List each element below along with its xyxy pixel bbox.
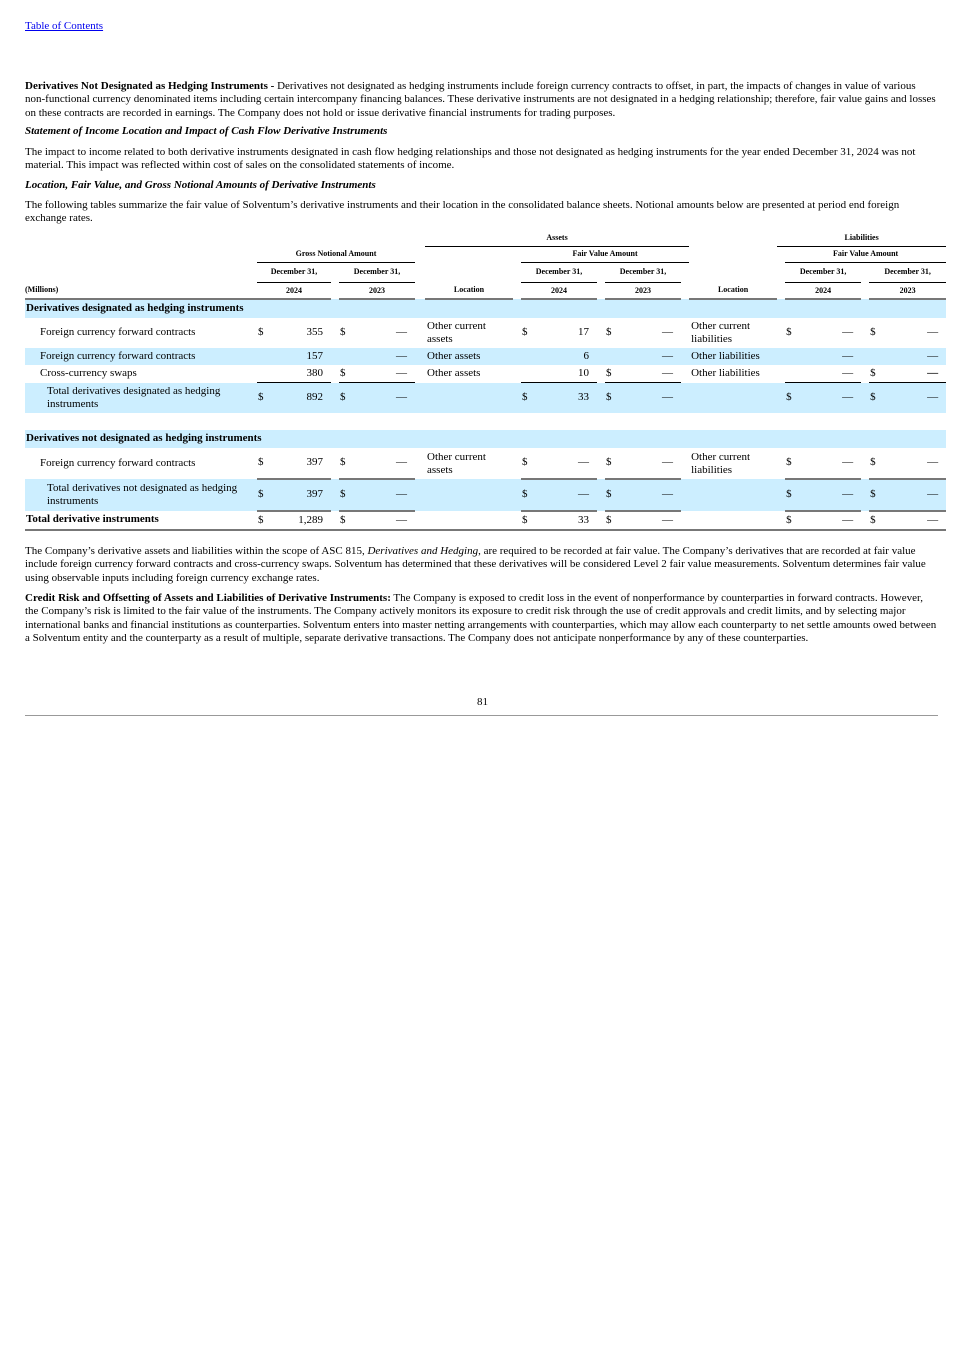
- page-divider: [25, 715, 938, 716]
- liabilities-fair-value-header: Fair Value Amount: [785, 246, 946, 262]
- fl-2024: 2024: [785, 282, 861, 299]
- spacer-row: [25, 413, 946, 430]
- table-row: Cross-currency swaps 380 $ — Other assets 10 $ — Other liabilities — $ —: [40, 366, 939, 380]
- fa-dec31-2024: December 31,: [521, 262, 597, 282]
- location-fair-value-body: The following tables summarize the fair value of Solventum’s derivative instruments and their location in the consolidated balance sheets. Notional amounts below are presented at period end foreign exchange rates.: [25, 199, 900, 225]
- fl-dec31-2023: December 31,: [869, 262, 946, 282]
- derivatives-table: [25, 230, 946, 531]
- not-designated-body: Derivatives not designated as hedging instruments include foreign currency contracts to offset, in part, the impacts of changes in value of various non-functional currency denominated items including certain intercompany financing balances. These derivative instruments are not designated in a hedging relationship; therefore, fair value gains and losses on these contracts are recorded in earnings. The Company does not hold or issue derivative financial instruments for trading purposes.: [25, 80, 936, 119]
- page-number: 81: [477, 696, 488, 708]
- gn-dec31-2023: December 31,: [339, 262, 415, 282]
- table-of-contents-link[interactable]: Table of Contents: [25, 20, 104, 32]
- fa-dec31-2023: December 31,: [605, 262, 681, 282]
- gn-dec31-2024: December 31,: [257, 262, 331, 282]
- header-row-years: [25, 282, 946, 299]
- fl-2023: 2023: [869, 282, 946, 299]
- total-row-designated: Total derivatives designated as hedging instruments $ 892 $ — $ 33 $ — $ — $ —: [25, 383, 946, 414]
- gn-2023: 2023: [339, 282, 415, 299]
- asset-location-header: Location: [425, 282, 513, 299]
- total-row-not-designated: Total derivatives not designated as hedging instruments $ 397 $ — $ — $ — $ — $ —: [25, 479, 946, 511]
- gn-2024: 2024: [257, 282, 331, 299]
- liabilities-header: Liabilities: [777, 230, 946, 246]
- fl-dec31-2024: December 31,: [785, 262, 861, 282]
- income-impact-body: The impact to income related to both derivative instruments designated in cash flow hedging relationships and those not designated as hedging instruments for the year ended December 31, 2024 was not material. This impact was reflected within cost of sales on the consolidated statements of income.: [25, 146, 916, 172]
- credit-risk-body: The Company is exposed to credit loss in the event of nonperformance by counterparties in forward contracts. However, the Company’s risk is limited to the fair value of the instruments. The Company actively monitors its exposure to credit risk through the use of credit approvals and credit limits, and by selecting major international banks and financial institutions as counterparties. Solventum enters into master netting arrangements with counterparties, which may allow each counterparty to net settle amounts owed between a Solventum entity and the counterparty as a result of multiple, separate derivative transactions. The Company does not anticipate nonperformance by any of these counterparties.: [25, 592, 937, 645]
- fa-2023: 2023: [605, 282, 681, 299]
- income-impact-heading: Statement of Income Location and Impact of Cash Flow Derivative Instruments: [25, 125, 388, 137]
- gross-notional-header: Gross Notional Amount: [257, 246, 415, 262]
- section-header-designated: Derivatives designated as hedging instruments: [25, 299, 946, 318]
- not-designated-paragraph: [25, 80, 938, 120]
- section-header-not-designated: Derivatives not designated as hedging instruments: [25, 430, 946, 448]
- header-row-groups: [25, 230, 946, 246]
- assets-header: Assets: [425, 230, 689, 246]
- table-row: Foreign currency forward contracts $ 397 $ — Other current assets $ — $ — Other current liabilities $ — $ —: [40, 450, 939, 476]
- table-row: Foreign currency forward contracts $ 355 $ — Other current assets $ 17 $ — Other current liabilities $ — $ —: [40, 320, 939, 345]
- credit-risk-paragraph: [25, 592, 938, 646]
- fa-2024: 2024: [521, 282, 597, 299]
- grand-total-row: Total derivative instruments $ 1,289 $ — $ 33 $ — $ — $ —: [25, 511, 946, 530]
- credit-risk-heading: Credit Risk and Offsetting of Assets and Liabilities of Derivative Instruments:: [25, 592, 391, 604]
- assets-fair-value-header: Fair Value Amount: [521, 246, 689, 262]
- millions-label: (Millions): [25, 282, 257, 299]
- location-fair-value-heading: Location, Fair Value, and Gross Notional Amounts of Derivative Instruments: [25, 179, 376, 191]
- header-row-amount-types: [25, 246, 946, 262]
- header-row-dates: [25, 262, 946, 282]
- liability-location-header: Location: [689, 282, 777, 299]
- table-row: Foreign currency forward contracts 157 — Other assets 6 — Other liabilities — —: [25, 348, 946, 365]
- not-designated-heading: Derivatives Not Designated as Hedging Instruments -: [25, 80, 275, 92]
- asc-815-paragraph: The Company’s derivative assets and liabilities within the scope of ASC 815, Derivatives and Hedging, are required to be recorded at fair value. The Company’s derivatives that are recorded at fair value include foreign currency forward contracts and cross-currency swaps. Solventum has determined that these derivatives will be considered Level 2 fair value measurements. Solventum determines fair value using observable inputs including foreign currency exchange rates.: [25, 545, 926, 584]
